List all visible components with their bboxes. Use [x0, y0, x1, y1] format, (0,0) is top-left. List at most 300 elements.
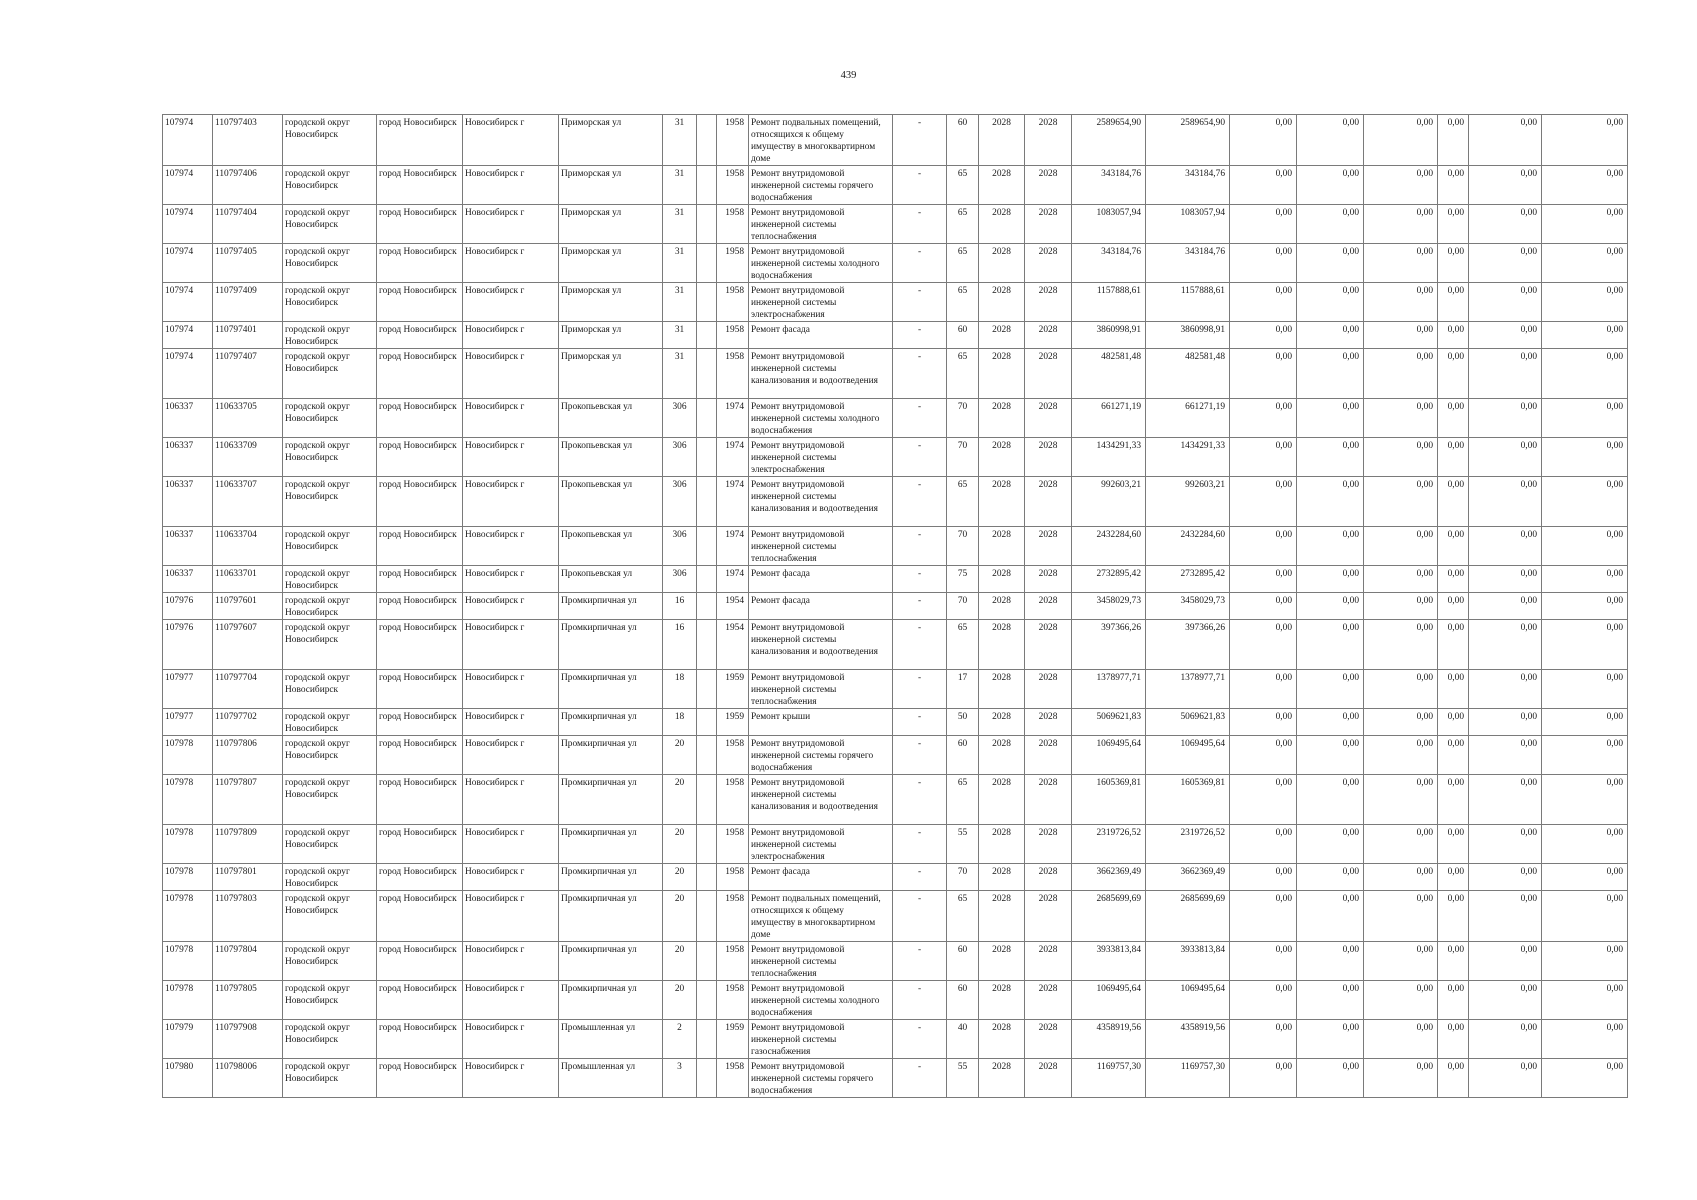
local-budget-cell: 0,00 [1364, 283, 1438, 322]
local-budget-cell: 0,00 [1364, 399, 1438, 438]
owners-cell: 0,00 [1438, 566, 1469, 593]
street-cell: Промкирпичная ул [559, 775, 663, 825]
year-built-cell: 1959 [717, 670, 749, 709]
year-built-cell: 1958 [717, 205, 749, 244]
plan-year-end-cell: 2028 [1025, 1059, 1072, 1098]
federal-cell: 0,00 [1230, 942, 1297, 981]
owners-cell: 0,00 [1438, 825, 1469, 864]
street-cell: Прокопьевская ул [559, 527, 663, 566]
other-cell: 0,00 [1469, 709, 1542, 736]
other-cell: 0,00 [1469, 527, 1542, 566]
municipality-cell: городской округ Новосибирск [283, 736, 377, 775]
municipality-cell: городской округ Новосибирск [283, 593, 377, 620]
house-number-cell: 20 [663, 942, 697, 981]
total-cost-cell: 1069495,64 [1072, 981, 1146, 1020]
remainder-cell: 0,00 [1542, 399, 1628, 438]
unit-cell: - [893, 438, 947, 477]
work-type-cell: Ремонт внутридомовой инженерной системы канализования и водоотведения [749, 349, 893, 399]
table-row [163, 438, 1628, 477]
regional-fund-cell: 2432284,60 [1146, 527, 1230, 566]
house-number-cell: 16 [663, 593, 697, 620]
municipality-cell: городской округ Новосибирск [283, 349, 377, 399]
regional-fund-cell: 482581,48 [1146, 349, 1230, 399]
other-cell: 0,00 [1469, 1020, 1542, 1059]
federal-cell: 0,00 [1230, 166, 1297, 205]
house-number-cell: 31 [663, 166, 697, 205]
remainder-cell: 0,00 [1542, 864, 1628, 891]
owners-cell: 0,00 [1438, 115, 1469, 166]
subject-budget-cell: 0,00 [1297, 477, 1364, 527]
total-cost-cell: 1083057,94 [1072, 205, 1146, 244]
work-id-cell: 110797403 [213, 115, 283, 166]
wear-percent-cell: 65 [947, 477, 979, 527]
work-id-cell: 110633701 [213, 566, 283, 593]
plan-year-cell: 2028 [979, 825, 1025, 864]
house-number-cell: 2 [663, 1020, 697, 1059]
plan-year-end-cell: 2028 [1025, 349, 1072, 399]
work-id-cell: 110797409 [213, 283, 283, 322]
building-cell [697, 593, 717, 620]
other-cell: 0,00 [1469, 349, 1542, 399]
regional-fund-cell: 3662369,49 [1146, 864, 1230, 891]
unit-cell: - [893, 981, 947, 1020]
house-id-cell: 107978 [163, 864, 213, 891]
table-row [163, 115, 1628, 166]
subject-budget-cell: 0,00 [1297, 825, 1364, 864]
total-cost-cell: 3860998,91 [1072, 322, 1146, 349]
house-id-cell: 107974 [163, 322, 213, 349]
plan-year-end-cell: 2028 [1025, 825, 1072, 864]
settlement-cell: город Новосибирск [377, 670, 463, 709]
wear-percent-cell: 65 [947, 205, 979, 244]
street-cell: Приморская ул [559, 166, 663, 205]
building-cell [697, 166, 717, 205]
work-type-cell: Ремонт подвальных помещений, относящихся к общему имуществу в многоквартирном доме [749, 115, 893, 166]
unit-cell: - [893, 322, 947, 349]
work-id-cell: 110797803 [213, 891, 283, 942]
municipality-cell: городской округ Новосибирск [283, 322, 377, 349]
building-cell [697, 942, 717, 981]
locality-cell: Новосибирск г [463, 775, 559, 825]
year-built-cell: 1958 [717, 864, 749, 891]
settlement-cell: город Новосибирск [377, 1020, 463, 1059]
house-id-cell: 107979 [163, 1020, 213, 1059]
building-cell [697, 891, 717, 942]
wear-percent-cell: 60 [947, 115, 979, 166]
remainder-cell: 0,00 [1542, 709, 1628, 736]
federal-cell: 0,00 [1230, 244, 1297, 283]
remainder-cell: 0,00 [1542, 593, 1628, 620]
locality-cell: Новосибирск г [463, 283, 559, 322]
wear-percent-cell: 40 [947, 1020, 979, 1059]
wear-percent-cell: 65 [947, 166, 979, 205]
house-number-cell: 20 [663, 775, 697, 825]
work-type-cell: Ремонт фасада [749, 566, 893, 593]
locality-cell: Новосибирск г [463, 942, 559, 981]
work-id-cell: 110633707 [213, 477, 283, 527]
table-row [163, 825, 1628, 864]
local-budget-cell: 0,00 [1364, 349, 1438, 399]
table-row [163, 942, 1628, 981]
work-id-cell: 110797404 [213, 205, 283, 244]
regional-fund-cell: 1605369,81 [1146, 775, 1230, 825]
unit-cell: - [893, 891, 947, 942]
unit-cell: - [893, 399, 947, 438]
subject-budget-cell: 0,00 [1297, 891, 1364, 942]
remainder-cell: 0,00 [1542, 1020, 1628, 1059]
settlement-cell: город Новосибирск [377, 322, 463, 349]
settlement-cell: город Новосибирск [377, 864, 463, 891]
work-type-cell: Ремонт внутридомовой инженерной системы холодного водоснабжения [749, 244, 893, 283]
work-type-cell: Ремонт внутридомовой инженерной системы горячего водоснабжения [749, 736, 893, 775]
work-id-cell: 110797601 [213, 593, 283, 620]
unit-cell: - [893, 527, 947, 566]
house-id-cell: 106337 [163, 527, 213, 566]
plan-year-end-cell: 2028 [1025, 244, 1072, 283]
local-budget-cell: 0,00 [1364, 1020, 1438, 1059]
plan-year-cell: 2028 [979, 709, 1025, 736]
plan-year-cell: 2028 [979, 527, 1025, 566]
street-cell: Промкирпичная ул [559, 736, 663, 775]
building-cell [697, 825, 717, 864]
other-cell: 0,00 [1469, 438, 1542, 477]
unit-cell: - [893, 1020, 947, 1059]
plan-year-cell: 2028 [979, 283, 1025, 322]
work-type-cell: Ремонт внутридомовой инженерной системы теплоснабжения [749, 205, 893, 244]
table-row [163, 322, 1628, 349]
year-built-cell: 1958 [717, 981, 749, 1020]
settlement-cell: город Новосибирск [377, 399, 463, 438]
other-cell: 0,00 [1469, 1059, 1542, 1098]
regional-fund-cell: 992603,21 [1146, 477, 1230, 527]
remainder-cell: 0,00 [1542, 620, 1628, 670]
locality-cell: Новосибирск г [463, 736, 559, 775]
owners-cell: 0,00 [1438, 1020, 1469, 1059]
page-number: 439 [840, 70, 857, 81]
owners-cell: 0,00 [1438, 864, 1469, 891]
other-cell: 0,00 [1469, 670, 1542, 709]
street-cell: Промкирпичная ул [559, 593, 663, 620]
remainder-cell: 0,00 [1542, 115, 1628, 166]
remainder-cell: 0,00 [1542, 283, 1628, 322]
municipality-cell: городской округ Новосибирск [283, 709, 377, 736]
settlement-cell: город Новосибирск [377, 477, 463, 527]
total-cost-cell: 2732895,42 [1072, 566, 1146, 593]
work-type-cell: Ремонт внутридомовой инженерной системы теплоснабжения [749, 527, 893, 566]
plan-year-cell: 2028 [979, 1020, 1025, 1059]
unit-cell: - [893, 709, 947, 736]
local-budget-cell: 0,00 [1364, 166, 1438, 205]
work-id-cell: 110797607 [213, 620, 283, 670]
year-built-cell: 1958 [717, 942, 749, 981]
other-cell: 0,00 [1469, 736, 1542, 775]
table-row [163, 244, 1628, 283]
year-built-cell: 1958 [717, 283, 749, 322]
plan-year-end-cell: 2028 [1025, 864, 1072, 891]
owners-cell: 0,00 [1438, 244, 1469, 283]
year-built-cell: 1954 [717, 593, 749, 620]
work-id-cell: 110797406 [213, 166, 283, 205]
owners-cell: 0,00 [1438, 166, 1469, 205]
plan-year-end-cell: 2028 [1025, 205, 1072, 244]
work-type-cell: Ремонт внутридомовой инженерной системы газоснабжения [749, 1020, 893, 1059]
local-budget-cell: 0,00 [1364, 775, 1438, 825]
street-cell: Приморская ул [559, 205, 663, 244]
regional-fund-cell: 1069495,64 [1146, 981, 1230, 1020]
municipality-cell: городской округ Новосибирск [283, 566, 377, 593]
year-built-cell: 1958 [717, 736, 749, 775]
municipality-cell: городской округ Новосибирск [283, 527, 377, 566]
total-cost-cell: 2685699,69 [1072, 891, 1146, 942]
house-id-cell: 107974 [163, 205, 213, 244]
year-built-cell: 1958 [717, 115, 749, 166]
house-number-cell: 306 [663, 438, 697, 477]
work-type-cell: Ремонт внутридомовой инженерной системы холодного водоснабжения [749, 981, 893, 1020]
locality-cell: Новосибирск г [463, 1059, 559, 1098]
work-id-cell: 110633704 [213, 527, 283, 566]
local-budget-cell: 0,00 [1364, 981, 1438, 1020]
table-row [163, 709, 1628, 736]
settlement-cell: город Новосибирск [377, 283, 463, 322]
subject-budget-cell: 0,00 [1297, 399, 1364, 438]
plan-year-cell: 2028 [979, 593, 1025, 620]
municipality-cell: городской округ Новосибирск [283, 670, 377, 709]
work-type-cell: Ремонт внутридомовой инженерной системы электроснабжения [749, 825, 893, 864]
total-cost-cell: 4358919,56 [1072, 1020, 1146, 1059]
work-id-cell: 110797407 [213, 349, 283, 399]
unit-cell: - [893, 864, 947, 891]
building-cell [697, 322, 717, 349]
other-cell: 0,00 [1469, 244, 1542, 283]
table-row [163, 349, 1628, 399]
wear-percent-cell: 65 [947, 891, 979, 942]
unit-cell: - [893, 670, 947, 709]
house-number-cell: 20 [663, 981, 697, 1020]
work-type-cell: Ремонт внутридомовой инженерной системы горячего водоснабжения [749, 1059, 893, 1098]
total-cost-cell: 1605369,81 [1072, 775, 1146, 825]
federal-cell: 0,00 [1230, 891, 1297, 942]
house-id-cell: 107976 [163, 593, 213, 620]
owners-cell: 0,00 [1438, 477, 1469, 527]
subject-budget-cell: 0,00 [1297, 709, 1364, 736]
unit-cell: - [893, 477, 947, 527]
locality-cell: Новосибирск г [463, 115, 559, 166]
building-cell [697, 527, 717, 566]
table-row [163, 620, 1628, 670]
house-number-cell: 31 [663, 115, 697, 166]
table-row [163, 205, 1628, 244]
table-row [163, 166, 1628, 205]
total-cost-cell: 3458029,73 [1072, 593, 1146, 620]
regional-fund-cell: 343184,76 [1146, 244, 1230, 283]
owners-cell: 0,00 [1438, 1059, 1469, 1098]
work-type-cell: Ремонт внутридомовой инженерной системы горячего водоснабжения [749, 166, 893, 205]
building-cell [697, 205, 717, 244]
plan-year-end-cell: 2028 [1025, 775, 1072, 825]
plan-year-end-cell: 2028 [1025, 166, 1072, 205]
plan-year-end-cell: 2028 [1025, 527, 1072, 566]
street-cell: Прокопьевская ул [559, 438, 663, 477]
house-id-cell: 107978 [163, 942, 213, 981]
house-id-cell: 107978 [163, 825, 213, 864]
municipality-cell: городской округ Новосибирск [283, 620, 377, 670]
house-number-cell: 20 [663, 736, 697, 775]
local-budget-cell: 0,00 [1364, 891, 1438, 942]
plan-year-end-cell: 2028 [1025, 477, 1072, 527]
municipality-cell: городской округ Новосибирск [283, 864, 377, 891]
total-cost-cell: 482581,48 [1072, 349, 1146, 399]
house-id-cell: 107974 [163, 349, 213, 399]
year-built-cell: 1958 [717, 891, 749, 942]
owners-cell: 0,00 [1438, 205, 1469, 244]
federal-cell: 0,00 [1230, 864, 1297, 891]
plan-year-cell: 2028 [979, 942, 1025, 981]
municipality-cell: городской округ Новосибирск [283, 891, 377, 942]
work-type-cell: Ремонт внутридомовой инженерной системы канализования и водоотведения [749, 620, 893, 670]
work-type-cell: Ремонт внутридомовой инженерной системы теплоснабжения [749, 942, 893, 981]
subject-budget-cell: 0,00 [1297, 593, 1364, 620]
house-id-cell: 107980 [163, 1059, 213, 1098]
total-cost-cell: 1157888,61 [1072, 283, 1146, 322]
work-type-cell: Ремонт внутридомовой инженерной системы холодного водоснабжения [749, 399, 893, 438]
total-cost-cell: 343184,76 [1072, 244, 1146, 283]
locality-cell: Новосибирск г [463, 438, 559, 477]
municipality-cell: городской округ Новосибирск [283, 825, 377, 864]
municipality-cell: городской округ Новосибирск [283, 775, 377, 825]
work-id-cell: 110797401 [213, 322, 283, 349]
plan-year-end-cell: 2028 [1025, 1020, 1072, 1059]
house-id-cell: 107978 [163, 891, 213, 942]
owners-cell: 0,00 [1438, 593, 1469, 620]
municipality-cell: городской округ Новосибирск [283, 1020, 377, 1059]
building-cell [697, 399, 717, 438]
total-cost-cell: 3662369,49 [1072, 864, 1146, 891]
total-cost-cell: 397366,26 [1072, 620, 1146, 670]
federal-cell: 0,00 [1230, 981, 1297, 1020]
local-budget-cell: 0,00 [1364, 244, 1438, 283]
locality-cell: Новосибирск г [463, 1020, 559, 1059]
settlement-cell: город Новосибирск [377, 566, 463, 593]
settlement-cell: город Новосибирск [377, 981, 463, 1020]
regional-fund-cell: 1169757,30 [1146, 1059, 1230, 1098]
house-id-cell: 107974 [163, 244, 213, 283]
federal-cell: 0,00 [1230, 709, 1297, 736]
table-row [163, 593, 1628, 620]
plan-year-cell: 2028 [979, 115, 1025, 166]
building-cell [697, 736, 717, 775]
wear-percent-cell: 55 [947, 1059, 979, 1098]
federal-cell: 0,00 [1230, 775, 1297, 825]
house-number-cell: 31 [663, 349, 697, 399]
house-id-cell: 107976 [163, 620, 213, 670]
settlement-cell: город Новосибирск [377, 244, 463, 283]
remainder-cell: 0,00 [1542, 349, 1628, 399]
house-id-cell: 107974 [163, 283, 213, 322]
settlement-cell: город Новосибирск [377, 891, 463, 942]
street-cell: Прокопьевская ул [559, 477, 663, 527]
federal-cell: 0,00 [1230, 566, 1297, 593]
local-budget-cell: 0,00 [1364, 670, 1438, 709]
unit-cell: - [893, 825, 947, 864]
building-cell [697, 709, 717, 736]
house-number-cell: 18 [663, 670, 697, 709]
locality-cell: Новосибирск г [463, 981, 559, 1020]
wear-percent-cell: 60 [947, 736, 979, 775]
unit-cell: - [893, 736, 947, 775]
other-cell: 0,00 [1469, 981, 1542, 1020]
plan-year-end-cell: 2028 [1025, 115, 1072, 166]
settlement-cell: город Новосибирск [377, 438, 463, 477]
house-id-cell: 106337 [163, 399, 213, 438]
owners-cell: 0,00 [1438, 322, 1469, 349]
settlement-cell: город Новосибирск [377, 620, 463, 670]
other-cell: 0,00 [1469, 115, 1542, 166]
total-cost-cell: 1434291,33 [1072, 438, 1146, 477]
street-cell: Промкирпичная ул [559, 620, 663, 670]
other-cell: 0,00 [1469, 775, 1542, 825]
house-number-cell: 16 [663, 620, 697, 670]
remainder-cell: 0,00 [1542, 438, 1628, 477]
year-built-cell: 1958 [717, 166, 749, 205]
house-id-cell: 107978 [163, 981, 213, 1020]
plan-year-end-cell: 2028 [1025, 438, 1072, 477]
remainder-cell: 0,00 [1542, 527, 1628, 566]
regional-fund-cell: 3860998,91 [1146, 322, 1230, 349]
table-row [163, 527, 1628, 566]
house-number-cell: 31 [663, 205, 697, 244]
street-cell: Промкирпичная ул [559, 709, 663, 736]
wear-percent-cell: 70 [947, 864, 979, 891]
remainder-cell: 0,00 [1542, 205, 1628, 244]
unit-cell: - [893, 593, 947, 620]
house-number-cell: 18 [663, 709, 697, 736]
other-cell: 0,00 [1469, 864, 1542, 891]
plan-year-end-cell: 2028 [1025, 593, 1072, 620]
plan-year-cell: 2028 [979, 891, 1025, 942]
regional-fund-cell: 1083057,94 [1146, 205, 1230, 244]
total-cost-cell: 2589654,90 [1072, 115, 1146, 166]
wear-percent-cell: 70 [947, 438, 979, 477]
plan-year-cell: 2028 [979, 205, 1025, 244]
house-number-cell: 306 [663, 527, 697, 566]
work-type-cell: Ремонт внутридомовой инженерной системы канализования и водоотведения [749, 775, 893, 825]
owners-cell: 0,00 [1438, 399, 1469, 438]
subject-budget-cell: 0,00 [1297, 736, 1364, 775]
street-cell: Приморская ул [559, 115, 663, 166]
wear-percent-cell: 60 [947, 322, 979, 349]
unit-cell: - [893, 205, 947, 244]
municipality-cell: городской округ Новосибирск [283, 399, 377, 438]
total-cost-cell: 5069621,83 [1072, 709, 1146, 736]
work-id-cell: 110797704 [213, 670, 283, 709]
municipality-cell: городской округ Новосибирск [283, 244, 377, 283]
municipality-cell: городской округ Новосибирск [283, 477, 377, 527]
settlement-cell: город Новосибирск [377, 205, 463, 244]
regional-fund-cell: 2319726,52 [1146, 825, 1230, 864]
table-row [163, 981, 1628, 1020]
locality-cell: Новосибирск г [463, 566, 559, 593]
local-budget-cell: 0,00 [1364, 205, 1438, 244]
federal-cell: 0,00 [1230, 205, 1297, 244]
municipality-cell: городской округ Новосибирск [283, 166, 377, 205]
work-type-cell: Ремонт внутридомовой инженерной системы электроснабжения [749, 283, 893, 322]
work-id-cell: 110797804 [213, 942, 283, 981]
street-cell: Промышленная ул [559, 1020, 663, 1059]
year-built-cell: 1959 [717, 1020, 749, 1059]
year-built-cell: 1974 [717, 527, 749, 566]
unit-cell: - [893, 1059, 947, 1098]
federal-cell: 0,00 [1230, 825, 1297, 864]
